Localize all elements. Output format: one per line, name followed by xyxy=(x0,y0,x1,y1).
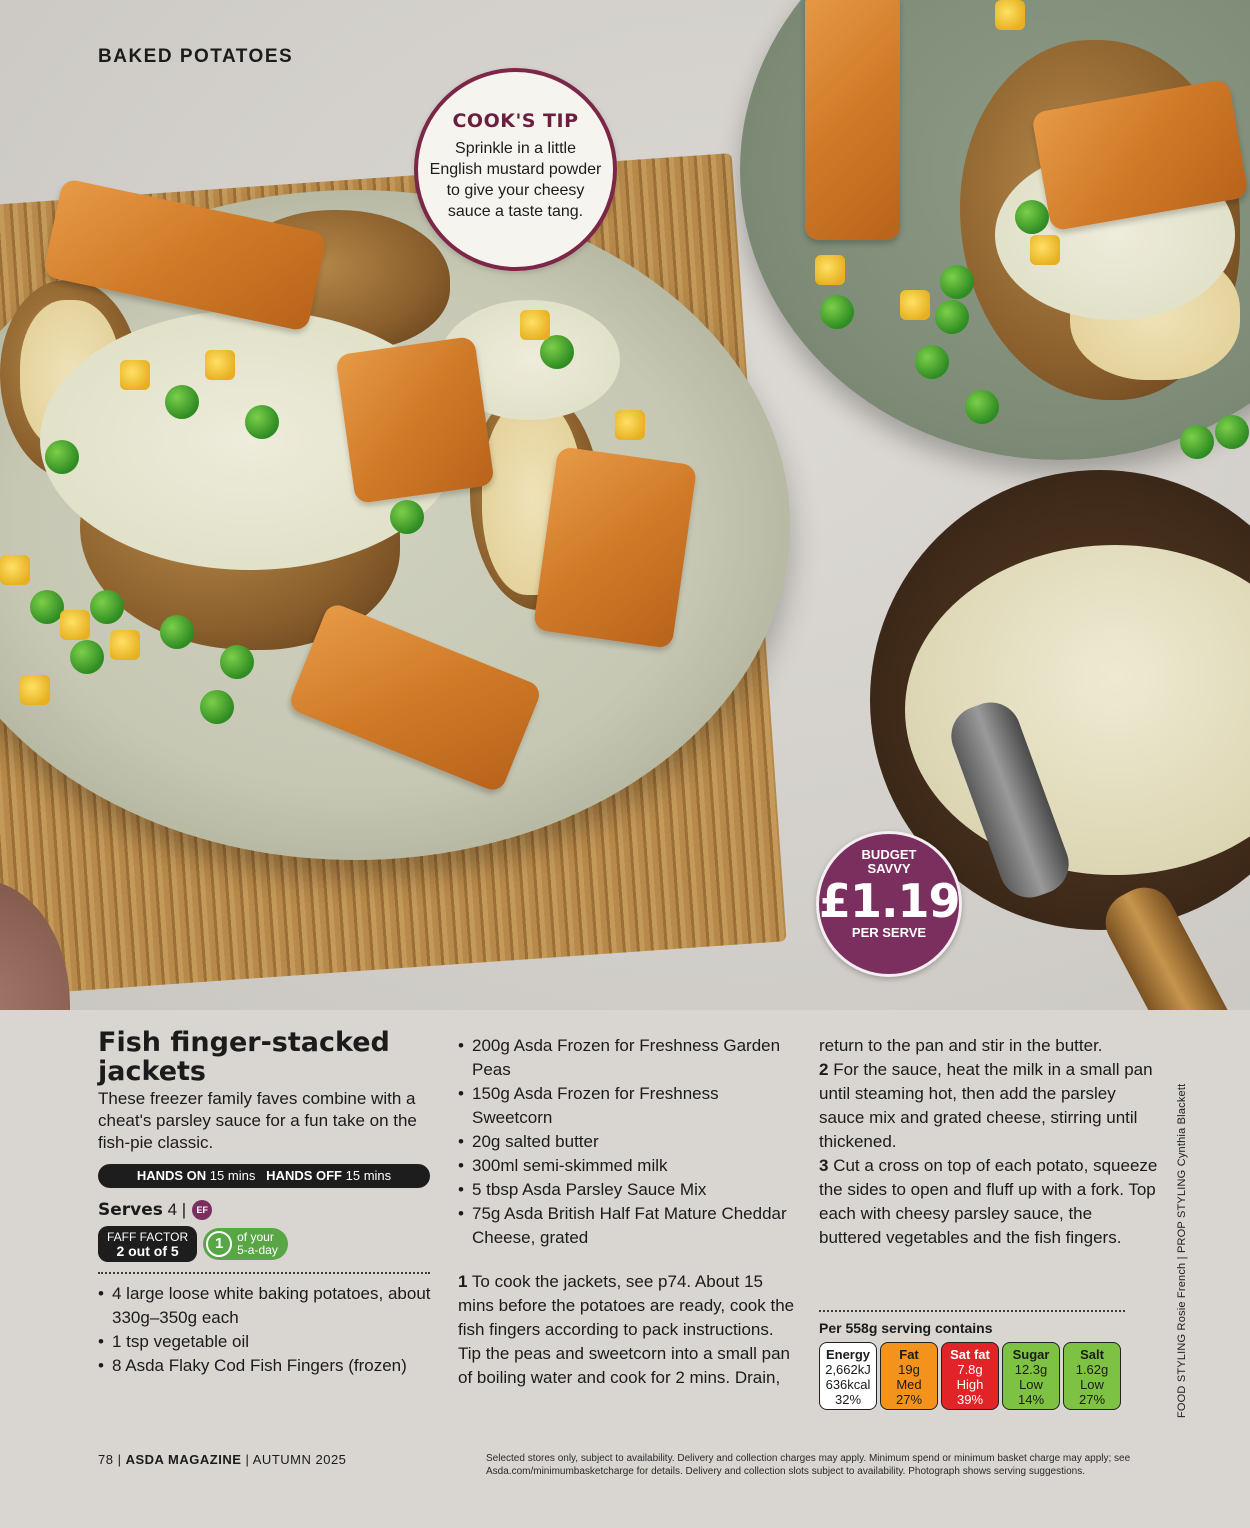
pea xyxy=(935,300,969,334)
sweetcorn xyxy=(900,290,930,320)
energy-label: Energy xyxy=(825,1347,871,1362)
pea xyxy=(160,615,194,649)
ingredient-item: • 8 Asda Flaky Cod Fish Fingers (frozen) xyxy=(98,1354,438,1378)
ingredient-list-1 xyxy=(98,1282,438,1378)
salt-label: Salt xyxy=(1080,1347,1104,1362)
section-title: BAKED POTATOES xyxy=(98,46,294,67)
salt-ri: 27% xyxy=(1078,1392,1106,1407)
budget-savvy-badge xyxy=(816,831,962,977)
satfat-value: 7.8g xyxy=(957,1362,983,1377)
recipe-column-2 xyxy=(458,1034,798,1390)
nutrition-table xyxy=(819,1342,1125,1410)
ingredient-item: • 200g Asda Frozen for Freshness Garden Peas xyxy=(458,1034,798,1082)
satfat-level: High xyxy=(956,1377,984,1392)
pea xyxy=(1180,425,1214,459)
step-number: 2 xyxy=(819,1060,829,1079)
method-step-3 xyxy=(819,1154,1159,1250)
page-footer: 78 | ASDA MAGAZINE | AUTUMN 2025 xyxy=(98,1452,347,1467)
pea xyxy=(965,390,999,424)
fat-label: Fat xyxy=(899,1347,919,1362)
badge-line3: PER SERVE xyxy=(851,925,927,940)
step-number: 3 xyxy=(819,1156,829,1175)
fat-cell xyxy=(880,1342,938,1410)
pea xyxy=(165,385,199,419)
pea xyxy=(1215,415,1249,449)
nutrition-panel xyxy=(819,1310,1125,1410)
satfat-ri: 39% xyxy=(956,1392,984,1407)
ingredient-item: • 20g salted butter xyxy=(458,1130,798,1154)
badge-price: £1.19 xyxy=(819,874,960,928)
five-a-day-text-2: 5-a-day xyxy=(237,1243,278,1257)
sugar-label: Sugar xyxy=(1012,1347,1050,1362)
sweetcorn xyxy=(995,0,1025,30)
sweetcorn xyxy=(120,360,150,390)
faff-row xyxy=(98,1226,438,1262)
divider xyxy=(819,1310,1125,1312)
ingredient-list-2 xyxy=(458,1034,798,1250)
hands-on-value: 15 mins xyxy=(209,1168,256,1183)
recipe-column-1 xyxy=(98,1028,438,1378)
step-text: To cook the jackets, see p74. About 15 mins before the potatoes are ready, cook the fish fingers according to pack instructions. Tip the peas and sweetcorn into a small pan of boiling water and cook for 2 mins. Drain, xyxy=(458,1272,795,1387)
pea xyxy=(245,405,279,439)
satfat-cell xyxy=(941,1342,999,1410)
sugar-cell xyxy=(1002,1342,1060,1410)
sugar-level: Low xyxy=(1019,1377,1043,1392)
egg-free-icon: EF xyxy=(192,1200,212,1220)
sugar-value: 12.3g xyxy=(1014,1362,1048,1377)
serves-row xyxy=(98,1200,438,1220)
ingredient-item: • 300ml semi-skimmed milk xyxy=(458,1154,798,1178)
step-text: For the sauce, heat the milk in a small pan until steaming hot, then add the parsley sauce mix and grated cheese, stirring until thickened. xyxy=(819,1060,1153,1151)
fat-ri: 27% xyxy=(895,1392,923,1407)
salt-cell xyxy=(1063,1342,1121,1410)
method-step-1 xyxy=(458,1270,798,1390)
ingredient-item: • 150g Asda Frozen for Freshness Sweetcorn xyxy=(458,1082,798,1130)
badge-line2: SAVVY xyxy=(867,861,911,876)
fish-finger xyxy=(335,336,495,504)
ingredient-item: • 4 large loose white baking potatoes, about 330g–350g each xyxy=(98,1282,438,1330)
hands-off-value: 15 mins xyxy=(345,1168,392,1183)
salt-value: 1.62g xyxy=(1075,1362,1109,1377)
sweetcorn xyxy=(205,350,235,380)
sweetcorn xyxy=(110,630,140,660)
fish-finger xyxy=(805,0,900,240)
energy-cell xyxy=(819,1342,877,1410)
sweetcorn xyxy=(1030,235,1060,265)
energy-kj: 2,662kJ xyxy=(825,1362,871,1377)
sweetcorn xyxy=(20,675,50,705)
pea xyxy=(90,590,124,624)
cooks-tip xyxy=(414,68,617,271)
divider xyxy=(98,1272,430,1274)
badge-line1: BUDGET xyxy=(861,847,917,862)
faff-factor-badge xyxy=(98,1226,197,1262)
ingredient-item: • 1 tsp vegetable oil xyxy=(98,1330,438,1354)
sweetcorn xyxy=(615,410,645,440)
pea xyxy=(390,500,424,534)
page-number: 78 xyxy=(98,1452,114,1467)
pea xyxy=(220,645,254,679)
faff-value: 2 out of 5 xyxy=(116,1243,179,1259)
serves-value: 4 | xyxy=(167,1200,187,1219)
step-text: Cut a cross on top of each potato, squeeze the sides to open and fluff up with a fork. Top each with cheesy parsley sauce, the buttered vegetables and the fish fingers. xyxy=(819,1156,1158,1247)
disclaimer: Selected stores only, subject to availability. Delivery and collection charges may apply. Minimum spend or minimum basket charge may apply; see Asda.com/minimumbasketcharge for details. Delivery and collection slots subject to availability. Photograph shows serving suggestions. xyxy=(486,1453,1131,1477)
ingredient-item: • 5 tbsp Asda Parsley Sauce Mix xyxy=(458,1178,798,1202)
sweetcorn xyxy=(0,555,30,585)
satfat-label: Sat fat xyxy=(950,1347,990,1362)
cooks-tip-heading: COOK'S TIP xyxy=(452,110,579,132)
hands-off-label: HANDS OFF xyxy=(266,1168,343,1183)
fat-level: Med xyxy=(896,1377,922,1392)
step-number: 1 xyxy=(458,1272,468,1291)
styling-credits: FOOD STYLING Rosie French | PROP STYLING Cynthia Blackett xyxy=(1176,1083,1188,1418)
nutrition-title: Per 558g serving contains xyxy=(819,1320,993,1336)
energy-kcal: 636kcal xyxy=(825,1377,871,1392)
pea xyxy=(200,690,234,724)
fish-finger xyxy=(533,446,697,649)
issue-name: AUTUMN 2025 xyxy=(252,1452,347,1467)
method-step-2 xyxy=(819,1058,1159,1154)
hands-on-label: HANDS ON xyxy=(136,1168,207,1183)
five-a-day-text-1: of your xyxy=(237,1230,274,1244)
sweetcorn xyxy=(60,610,90,640)
pea xyxy=(540,335,574,369)
sweetcorn xyxy=(520,310,550,340)
cooks-tip-text: Sprinkle in a little English mustard powder to give your cheesy sauce a taste tang. xyxy=(429,140,602,220)
five-a-day-badge xyxy=(203,1228,288,1260)
hands-time-bar xyxy=(98,1164,430,1188)
ingredient-item: • 75g Asda British Half Fat Mature Cheddar Cheese, grated xyxy=(458,1202,798,1250)
step-1-continued: return to the pan and stir in the butter. xyxy=(819,1036,1103,1055)
fat-value: 19g xyxy=(898,1362,920,1377)
recipe-column-3 xyxy=(819,1034,1159,1250)
serves-label: Serves xyxy=(98,1200,163,1220)
five-a-day-text xyxy=(237,1231,278,1257)
pea xyxy=(70,640,104,674)
sweetcorn xyxy=(815,255,845,285)
pea xyxy=(30,590,64,624)
pea xyxy=(1015,200,1049,234)
pea xyxy=(915,345,949,379)
pea xyxy=(45,440,79,474)
recipe-title: Fish finger-stacked jackets xyxy=(98,1027,390,1087)
salt-level: Low xyxy=(1080,1377,1104,1392)
five-a-day-number: 1 xyxy=(206,1231,232,1257)
energy-ri: 32% xyxy=(834,1392,862,1407)
pea xyxy=(820,295,854,329)
pea xyxy=(940,265,974,299)
magazine-name: ASDA MAGAZINE xyxy=(125,1452,242,1467)
recipe-intro: These freezer family faves combine with a cheat's parsley sauce for a fun take on the fish-pie classic. xyxy=(98,1089,417,1152)
sugar-ri: 14% xyxy=(1017,1392,1045,1407)
faff-label: FAFF FACTOR xyxy=(107,1230,189,1244)
